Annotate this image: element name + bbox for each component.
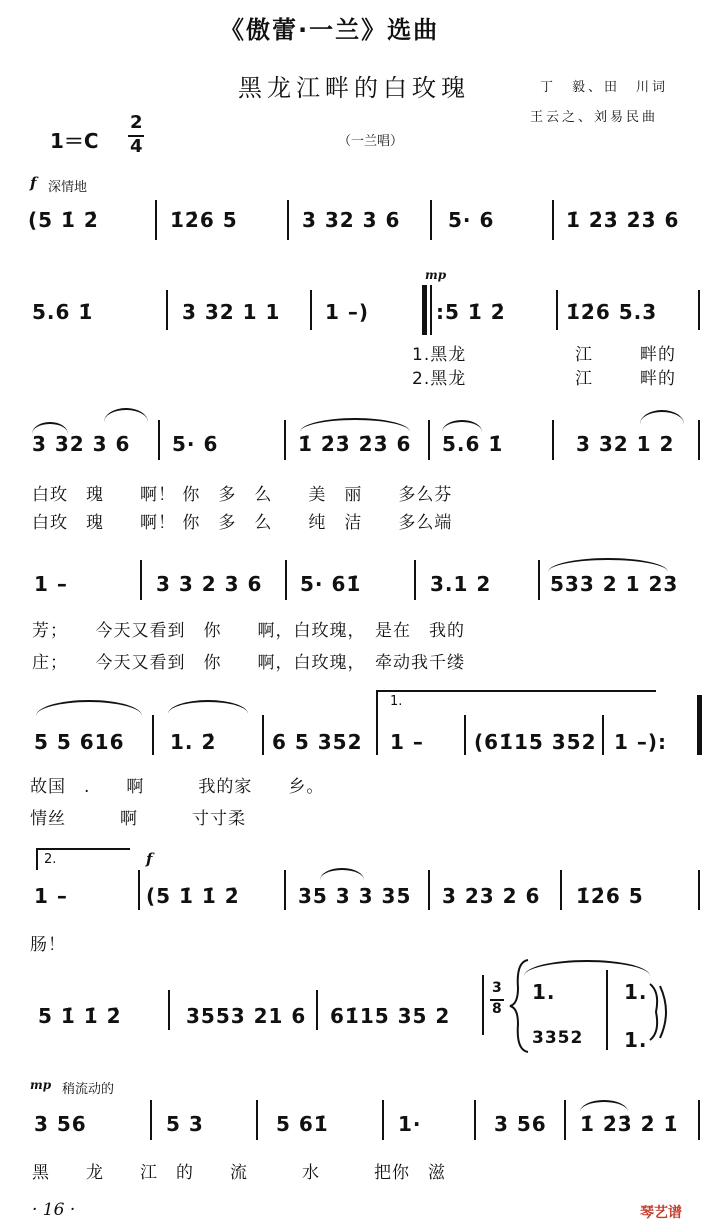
- opera-title: 《傲蕾·一兰》选曲: [220, 16, 440, 44]
- measure: 1̇2̇6 5: [170, 208, 238, 232]
- measure: 1.: [532, 980, 556, 1004]
- barline: [284, 870, 286, 910]
- measure: 533 2 1 23: [550, 572, 679, 596]
- measure: 5.6 1̇: [442, 432, 504, 456]
- lyric-verse-1: 江: [575, 345, 593, 365]
- time-signature-top: 2: [130, 112, 143, 133]
- composer-credit: 王云之、刘易民曲: [530, 110, 659, 125]
- volta-bracket: [36, 848, 130, 850]
- slur: [640, 410, 684, 424]
- barline: [382, 1100, 384, 1140]
- slur: [524, 960, 650, 976]
- slur: [104, 408, 148, 422]
- barline: [155, 200, 157, 240]
- lyric-verse-1: 芳； 今天又看到 你 啊，白玫瑰， 是在 我的: [32, 621, 465, 641]
- barline: [560, 870, 562, 910]
- barline: [376, 690, 378, 755]
- measure: (61̇15 352: [474, 730, 597, 754]
- measure: 5· 61̇: [300, 572, 362, 596]
- barline: [168, 990, 170, 1030]
- measure: 5 5 616: [34, 730, 125, 754]
- barline: [552, 420, 554, 460]
- measure: 5 61̇: [276, 1112, 329, 1136]
- barline: [316, 990, 318, 1030]
- barline: [482, 975, 484, 1035]
- measure: 1. 2̇: [170, 730, 217, 754]
- measure: 1̇ 2̇3̇ 2̇3̇ 6: [298, 432, 412, 456]
- barline: [256, 1100, 258, 1140]
- barline: [698, 290, 700, 330]
- barline: [698, 870, 700, 910]
- repeat-barline: [422, 285, 427, 335]
- barline: [698, 1100, 700, 1140]
- barline: [287, 200, 289, 240]
- measure: 1.: [624, 1028, 648, 1052]
- measure: 1̇ 2̇3̇ 2̇ 1̇: [580, 1112, 679, 1136]
- measure: 1̇ 2̇3̇ 2̇3̇ 6: [566, 208, 680, 232]
- measure: 1 –):: [614, 730, 668, 754]
- measure: (5 1̇ 1̇ 2̇: [146, 884, 240, 908]
- measure: (5 1̇ 2̇: [28, 208, 99, 232]
- song-title: 黑龙江畔的白玫瑰: [238, 74, 470, 102]
- measure: 5.6 1̇: [32, 300, 94, 324]
- slur: [442, 420, 482, 432]
- time-signature-3-top: 3: [492, 980, 502, 996]
- barline: [428, 420, 430, 460]
- barline: [464, 715, 466, 755]
- measure: :5 1̇ 2̇: [436, 300, 506, 324]
- opening-brace: [506, 958, 536, 1054]
- volta-2-label: 2.: [44, 852, 57, 867]
- lyric-verse-1: 1.黑龙: [412, 345, 467, 365]
- measure: 1 –): [325, 300, 370, 324]
- lyric-verse-2: 畔的: [640, 369, 676, 389]
- measure: 1̇2̇6 5.3: [566, 300, 658, 324]
- lyric-verse-2: 情丝 啊 寸寸柔: [30, 809, 246, 829]
- lyric-verse-2: 2.黑龙: [412, 369, 467, 389]
- barline: [428, 870, 430, 910]
- barline: [152, 715, 154, 755]
- lyric-verse-2: 庄； 今天又看到 你 啊，白玫瑰， 牵动我千缕: [32, 653, 465, 673]
- lyric-verse-1: 肠！: [30, 935, 66, 955]
- measure: 3.1 2: [430, 572, 492, 596]
- slur: [320, 868, 364, 880]
- dynamic-mezzo-piano: mp: [425, 268, 447, 282]
- measure: 5 1̇ 1̇ 2̇: [38, 1004, 122, 1028]
- measure: 3 32 1 1: [182, 300, 281, 324]
- barline: [166, 290, 168, 330]
- measure: 3 32 1 2: [576, 432, 675, 456]
- time-signature-bottom: 4: [130, 136, 143, 157]
- repeat-end-barline: [697, 695, 702, 755]
- measure: 1 –: [34, 572, 68, 596]
- lyric-verse-1: 白玫 瑰 啊！ 你 多 么 美 丽 多么芬: [32, 485, 453, 505]
- barline: [138, 870, 140, 910]
- measure: 3 56: [34, 1112, 87, 1136]
- singer-note: （一兰唱）: [338, 134, 404, 149]
- measure: 1̇2̇6 5: [576, 884, 644, 908]
- closing-brace: [646, 982, 676, 1042]
- lyric-verse-2: 江: [575, 369, 593, 389]
- measure: 3352: [532, 1028, 584, 1048]
- measure: 5 3: [166, 1112, 204, 1136]
- measure: 35 3 3 35: [298, 884, 412, 908]
- barline: [430, 285, 432, 335]
- time-signature-3-bottom: 8: [492, 1001, 502, 1017]
- lyric-verse-1: 黑 龙 江 的 流 水 把你 滋: [32, 1163, 446, 1183]
- slur: [548, 558, 668, 572]
- barline: [158, 420, 160, 460]
- lyric-verse-2: 白玫 瑰 啊！ 你 多 么 纯 洁 多么端: [32, 513, 453, 533]
- barline: [150, 1100, 152, 1140]
- barline: [284, 420, 286, 460]
- volta-bracket: [36, 848, 38, 870]
- dynamic-mezzo-piano-2: mp: [30, 1078, 52, 1092]
- tempo-marking: 深情地: [48, 180, 88, 195]
- watermark-logo: 琴艺谱: [640, 1205, 682, 1221]
- volta-bracket: [376, 690, 656, 692]
- measure: 1 –: [34, 884, 68, 908]
- barline: [564, 1100, 566, 1140]
- volta-1-label: 1.: [390, 694, 403, 709]
- key-signature: 1＝C: [50, 129, 99, 153]
- barline: [285, 560, 287, 600]
- measure: 1 –: [390, 730, 424, 754]
- slur: [580, 1100, 628, 1112]
- barline: [140, 560, 142, 600]
- barline: [262, 715, 264, 755]
- barline: [474, 1100, 476, 1140]
- barline: [538, 560, 540, 600]
- measure: 61̇15 35 2: [330, 1004, 451, 1028]
- barline: [552, 200, 554, 240]
- measure: 3 32 3 6: [302, 208, 401, 232]
- lyricist-credit: 丁 毅、田 川词: [540, 80, 669, 95]
- measure: 3 3 2 3 6: [156, 572, 263, 596]
- page-number: · 16 ·: [32, 1200, 76, 1220]
- barline: [606, 970, 608, 1050]
- barline: [698, 420, 700, 460]
- measure: 3 23 2 6: [442, 884, 541, 908]
- lyric-verse-1: 故国 . 啊 我的家 乡。: [30, 777, 325, 797]
- barline: [556, 290, 558, 330]
- lyric-verse-1: 畔的: [640, 345, 676, 365]
- tempo-marking-2: 稍流动的: [62, 1082, 115, 1097]
- slur: [168, 700, 248, 714]
- measure: 1.: [624, 980, 648, 1004]
- measure: 6 5 352: [272, 730, 363, 754]
- slur: [36, 700, 142, 716]
- measure: 5· 6: [172, 432, 219, 456]
- barline: [602, 715, 604, 755]
- measure: 3553 21 6: [186, 1004, 307, 1028]
- barline: [430, 200, 432, 240]
- measure: 5· 6: [448, 208, 495, 232]
- slur: [300, 418, 410, 432]
- measure: 3 56: [494, 1112, 547, 1136]
- measure: 3 32 3 6: [32, 432, 131, 456]
- dynamic-forte: f: [30, 174, 37, 192]
- barline: [310, 290, 312, 330]
- measure: 1·: [398, 1112, 422, 1136]
- barline: [414, 560, 416, 600]
- dynamic-forte-2: f: [146, 850, 153, 868]
